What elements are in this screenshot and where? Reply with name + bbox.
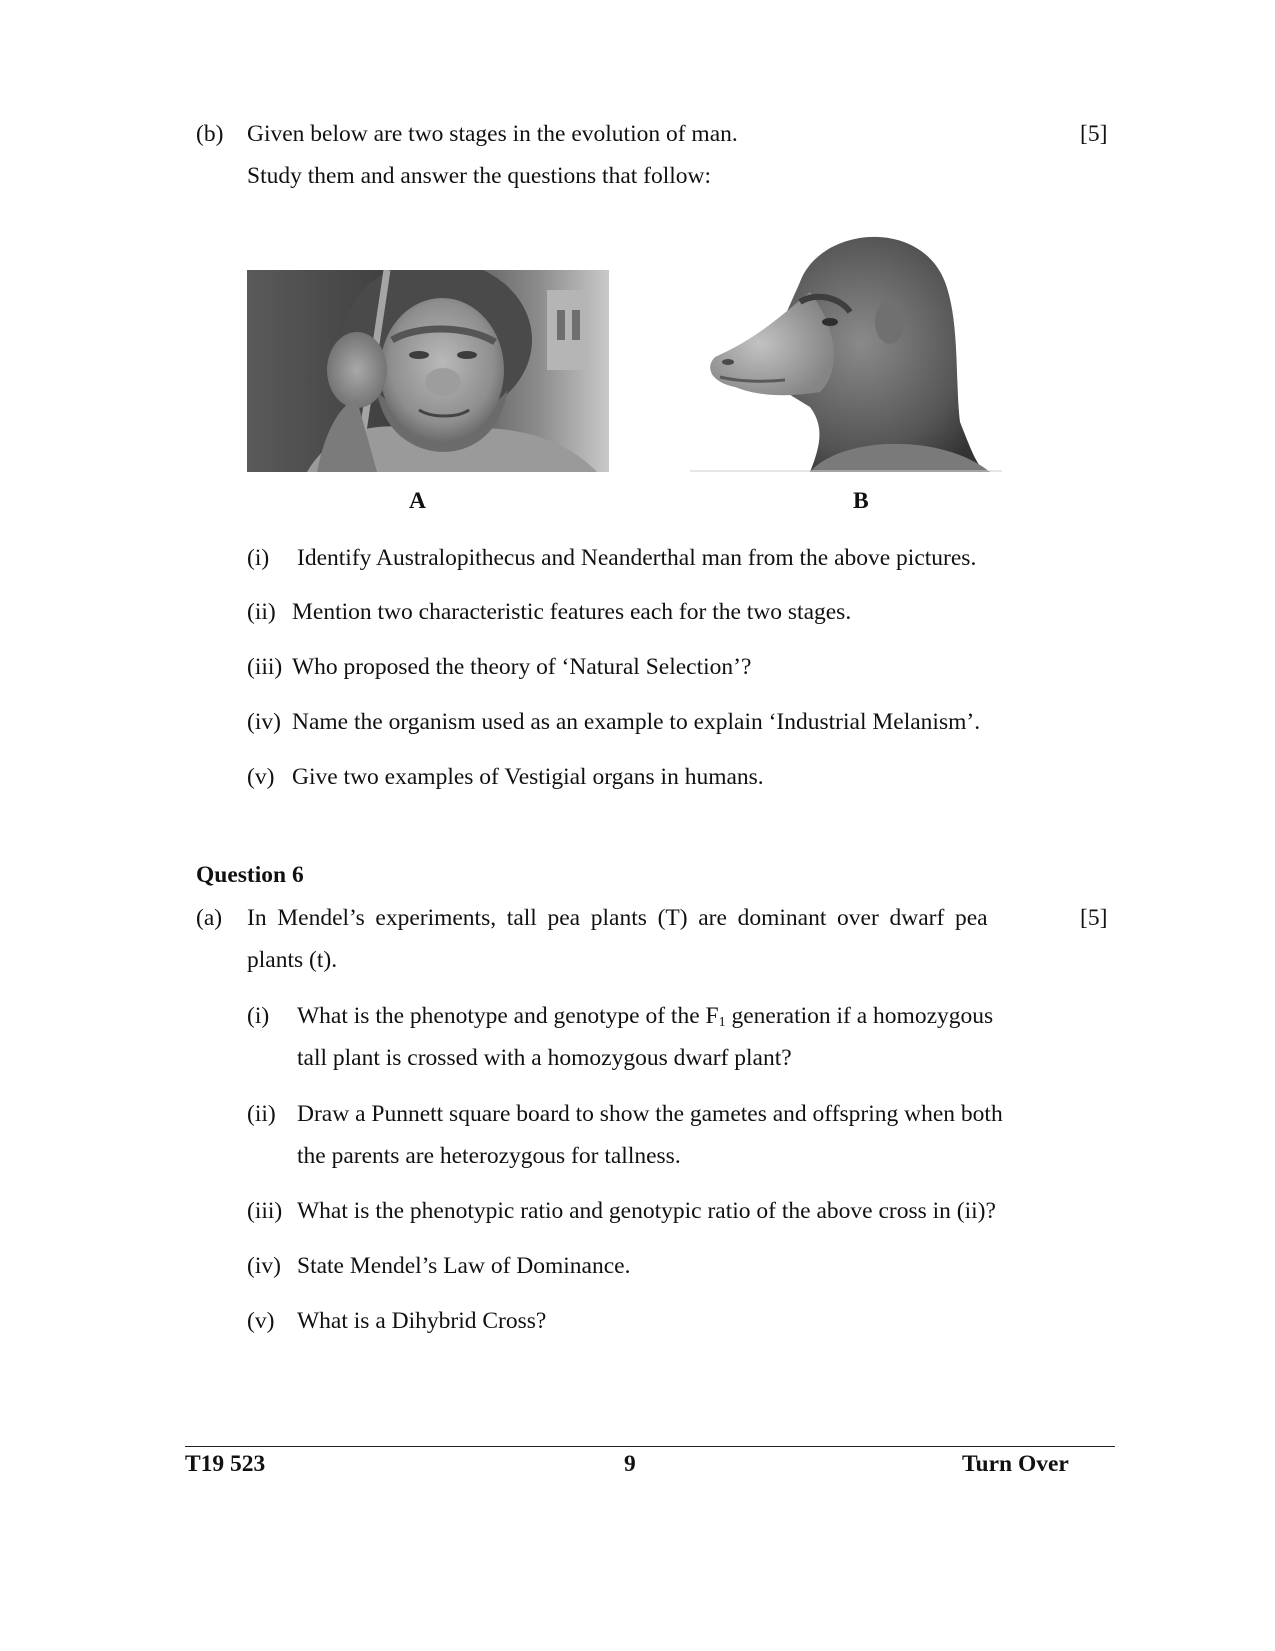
figure-b-label: B: [853, 488, 869, 514]
q6-part-a-label: (a): [196, 905, 223, 931]
part-b-item-1-text: Identify Australopithecus and Neanderthal man from the above pictures.: [297, 545, 977, 571]
part-b-line1: Given below are two stages in the evolution of man.: [247, 121, 738, 147]
part-b-item-2-text: Mention two characteristic features each for the two stages.: [292, 599, 852, 625]
part-b-item-4-text: Name the organism used as an example to explain ‘Industrial Melanism’.: [292, 709, 981, 735]
question-6-heading: Question 6: [196, 862, 304, 888]
q6-item-2-num: (ii): [247, 1101, 276, 1127]
footer-paper-code: T19 523: [185, 1451, 266, 1477]
q6-item-1-text-pre: What is the phenotype and genotype of the F: [297, 1003, 719, 1029]
figure-b-australopithecus-drawing: [690, 222, 1002, 472]
part-b-marks: [5]: [1080, 121, 1108, 147]
q6-item-3-num: (iii): [247, 1198, 283, 1224]
figure-a-neanderthal-photo: [247, 270, 609, 472]
footer-turn-over: Turn Over: [962, 1451, 1069, 1477]
q6-item-1-num: (i): [247, 1003, 270, 1029]
part-b-item-1-num: (i): [247, 545, 270, 571]
part-b-item-4-num: (iv): [247, 709, 281, 735]
figure-a-label: A: [409, 488, 426, 514]
q6-item-1-cont: tall plant is crossed with a homozygous dwarf plant?: [297, 1045, 792, 1071]
q6-part-a-line1: In Mendel’s experiments, tall pea plants (T) are dominant over dwarf pea: [247, 905, 988, 931]
q6-item-2-text: Draw a Punnett square board to show the gametes and offspring when both: [297, 1101, 1003, 1127]
q6-part-a-marks: [5]: [1080, 905, 1108, 931]
q6-part-a-line2: plants (t).: [247, 947, 338, 973]
q6-item-1-text: [297, 1003, 993, 1031]
part-b-item-3-num: (iii): [247, 654, 283, 680]
part-b-item-5-num: (v): [247, 764, 275, 790]
q6-item-2-cont: the parents are heterozygous for tallness.: [297, 1143, 681, 1169]
part-b-line2: Study them and answer the questions that follow:: [247, 163, 712, 189]
q6-item-1-subscript: 1: [718, 1015, 726, 1030]
q6-item-5-num: (v): [247, 1308, 275, 1334]
q6-item-1-text-post: generation if a homozygous: [725, 1003, 994, 1029]
part-b-item-3-text: Who proposed the theory of ‘Natural Selection’?: [292, 654, 752, 680]
q6-item-4-text: State Mendel’s Law of Dominance.: [297, 1253, 631, 1279]
part-b-item-2-num: (ii): [247, 599, 276, 625]
q6-item-4-num: (iv): [247, 1253, 281, 1279]
part-b-item-5-text: Give two examples of Vestigial organs in humans.: [292, 764, 764, 790]
q6-item-5-text: What is a Dihybrid Cross?: [297, 1308, 547, 1334]
footer-page-number: 9: [624, 1451, 636, 1477]
footer-divider: [185, 1446, 1115, 1447]
q6-item-3-text: What is the phenotypic ratio and genotypic ratio of the above cross in (ii)?: [297, 1198, 996, 1224]
part-b-label: (b): [196, 121, 224, 147]
